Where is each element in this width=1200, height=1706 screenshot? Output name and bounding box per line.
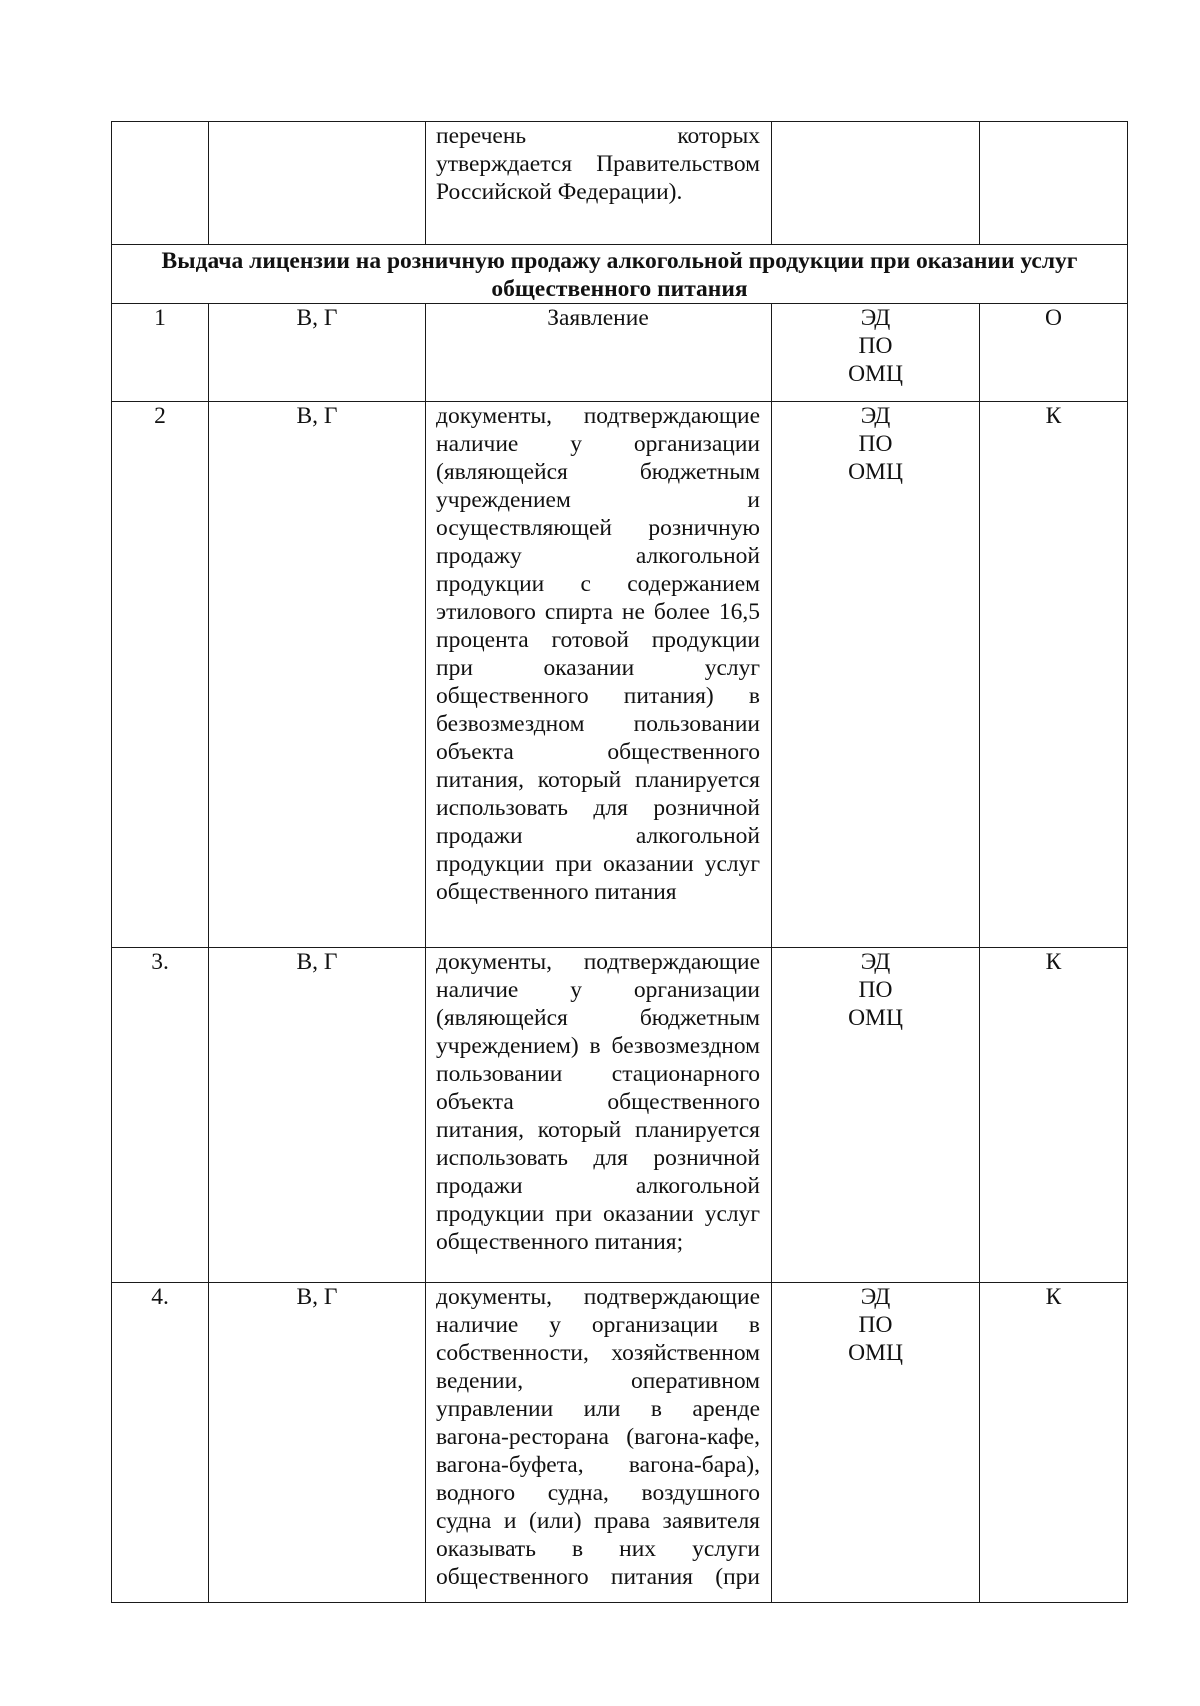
doc-line: управлении или в аренде xyxy=(436,1396,760,1422)
cell-category: В, Г xyxy=(209,1283,426,1603)
cell-form xyxy=(772,1283,980,1603)
form-code: ОМЦ xyxy=(848,459,903,485)
cell-type: К xyxy=(980,402,1128,948)
doc-line: общественного питания (при xyxy=(436,1564,760,1590)
cell-num: 1 xyxy=(112,304,209,402)
cell-document xyxy=(426,402,772,948)
form-code: ОМЦ xyxy=(848,361,903,387)
doc-line: собственности, хозяйственном xyxy=(436,1340,760,1366)
doc-line: питания, который планируется xyxy=(436,1117,760,1143)
cell-category: В, Г xyxy=(209,402,426,948)
form-code: ОМЦ xyxy=(848,1005,903,1031)
cell-num: 2 xyxy=(112,402,209,948)
doc-line: общественного питания) в xyxy=(436,683,760,709)
doc-line: процента готовой продукции xyxy=(436,627,760,653)
doc-line: учреждением и xyxy=(436,487,760,513)
doc-line: ведении, оперативном xyxy=(436,1368,760,1394)
doc-line: объекта общественного xyxy=(436,1089,760,1115)
doc-line: оказывать в них услуги xyxy=(436,1536,760,1562)
doc-line: судна и (или) права заявителя xyxy=(436,1508,760,1534)
form-code: ОМЦ xyxy=(848,1340,903,1366)
cell-form xyxy=(772,304,980,402)
doc-line: документы, подтверждающие xyxy=(436,949,760,975)
doc-line: использовать для розничной xyxy=(436,795,760,821)
cell-document xyxy=(426,1283,772,1603)
cell-num: 4. xyxy=(112,1283,209,1603)
doc-line: безвозмездном пользовании xyxy=(436,711,760,737)
form-code: ПО xyxy=(858,977,893,1003)
section-title: Выдача лицензии на розничную продажу алкогольной продукции при оказании услуг общественного питания xyxy=(112,245,1128,304)
doc-line: перечень которых xyxy=(436,123,760,149)
doc-line: продажи алкогольной xyxy=(436,1173,760,1199)
cell-type: К xyxy=(980,1283,1128,1603)
doc-line: пользовании стационарного xyxy=(436,1061,760,1087)
table-row-continuation xyxy=(112,122,1128,245)
form-code: ПО xyxy=(858,333,893,359)
doc-line: питания, который планируется xyxy=(436,767,760,793)
table-row xyxy=(112,304,1128,402)
doc-line: наличие у организации в xyxy=(436,1312,760,1338)
form-code: ЭД xyxy=(860,949,891,975)
doc-line: Российской Федерации). xyxy=(436,179,683,205)
cell-form xyxy=(772,402,980,948)
table-row xyxy=(112,1283,1128,1603)
cell-category xyxy=(209,122,426,245)
doc-line: общественного питания; xyxy=(436,1229,684,1255)
doc-line: общественного питания xyxy=(436,879,677,905)
doc-line: этилового спирта не более 16,5 xyxy=(436,599,760,625)
doc-line: наличие у организации xyxy=(436,431,760,457)
cell-type: О xyxy=(980,304,1128,402)
doc-line: (являющейся бюджетным xyxy=(436,1005,760,1031)
cell-type xyxy=(980,122,1128,245)
doc-line: объекта общественного xyxy=(436,739,760,765)
doc-line: наличие у организации xyxy=(436,977,760,1003)
doc-line: (являющейся бюджетным xyxy=(436,459,760,485)
doc-line: продажу алкогольной xyxy=(436,543,760,569)
doc-line: вагона-буфета, вагона-бара), xyxy=(436,1452,760,1478)
cell-document xyxy=(426,948,772,1283)
doc-line: водного судна, воздушного xyxy=(436,1480,760,1506)
doc-line: учреждением) в безвозмездном xyxy=(436,1033,760,1059)
doc-line: документы, подтверждающие xyxy=(436,403,760,429)
form-code: ЭД xyxy=(860,305,891,331)
cell-category: В, Г xyxy=(209,948,426,1283)
doc-line: осуществляющей розничную xyxy=(436,515,760,541)
doc-line: утверждается Правительством xyxy=(436,151,760,177)
table-row xyxy=(112,948,1128,1283)
requirements-table xyxy=(111,121,1128,1603)
doc-line: использовать для розничной xyxy=(436,1145,760,1171)
doc-line: продукции при оказании услуг xyxy=(436,851,760,877)
doc-line: продукции при оказании услуг xyxy=(436,1201,760,1227)
doc-line: при оказании услуг xyxy=(436,655,760,681)
cell-category: В, Г xyxy=(209,304,426,402)
cell-form xyxy=(772,122,980,245)
form-code: ЭД xyxy=(860,1284,891,1310)
table-row xyxy=(112,402,1128,948)
doc-line: документы, подтверждающие xyxy=(436,1284,760,1310)
form-code: ЭД xyxy=(860,403,891,429)
doc-line: вагона-ресторана (вагона-кафе, xyxy=(436,1424,760,1450)
cell-num: 3. xyxy=(112,948,209,1283)
form-code: ПО xyxy=(858,1312,893,1338)
doc-line: продажи алкогольной xyxy=(436,823,760,849)
cell-document xyxy=(426,122,772,245)
cell-num xyxy=(112,122,209,245)
table-section-header xyxy=(112,245,1128,304)
cell-form xyxy=(772,948,980,1283)
cell-document: Заявление xyxy=(426,304,772,402)
doc-line: продукции с содержанием xyxy=(436,571,760,597)
cell-type: К xyxy=(980,948,1128,1283)
form-code: ПО xyxy=(858,431,893,457)
